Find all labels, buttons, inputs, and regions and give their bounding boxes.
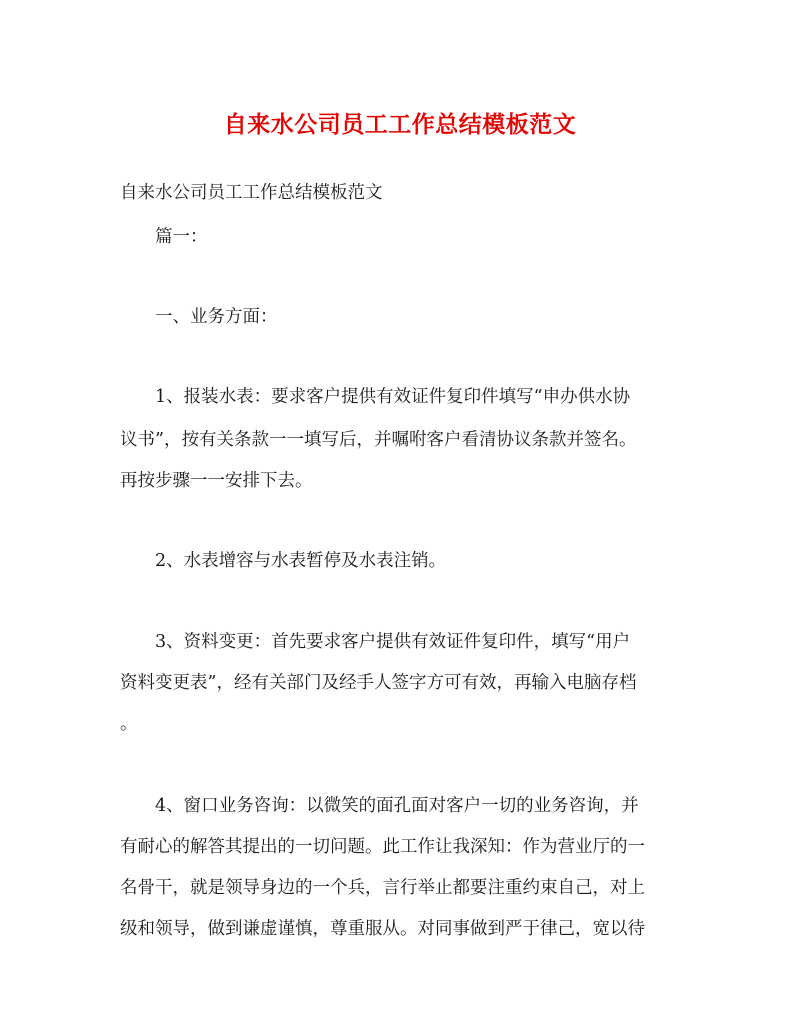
paragraph-line: 资料变更表”，经有关部门及经手人签字方可有效，再输入电脑存档 — [120, 673, 637, 693]
paragraph-line: 有耐心的解答其提出的一切问题。此工作让我深知：作为营业厅的一 — [120, 837, 645, 857]
paragraph-line: 级和领导，做到谦虚谨慎，尊重服从。对同事做到严于律己，宽以待 — [120, 919, 645, 939]
paragraph-line: 。 — [120, 714, 138, 734]
paragraph-line: 2、水表增容与水表暂停及水表注销。 — [155, 551, 447, 571]
paragraph-line: 议书”，按有关条款一一填写后，并嘱咐客户看清协议条款并签名。 — [120, 430, 637, 450]
paragraph-line: 再按步骤一一安排下去。 — [120, 471, 313, 491]
document-subtitle: 自来水公司员工工作总结模板范文 — [120, 183, 383, 203]
paragraph-line: 1、报装水表：要求客户提供有效证件复印件填写“申办供水协 — [155, 387, 631, 407]
document-title: 自来水公司员工工作总结模板范文 — [223, 111, 577, 138]
paragraph-line: 3、资料变更：首先要求客户提供有效证件复印件，填写“用户 — [155, 632, 631, 652]
paragraph-line: 4、窗口业务咨询：以微笑的面孔面对客户一切的业务咨询，并 — [155, 796, 639, 816]
section-label: 篇一： — [155, 227, 208, 247]
section-heading: 一、业务方面： — [155, 307, 278, 327]
paragraph-line: 名骨干，就是领导身边的一个兵，言行举止都要注重约束自己，对上 — [120, 878, 645, 898]
